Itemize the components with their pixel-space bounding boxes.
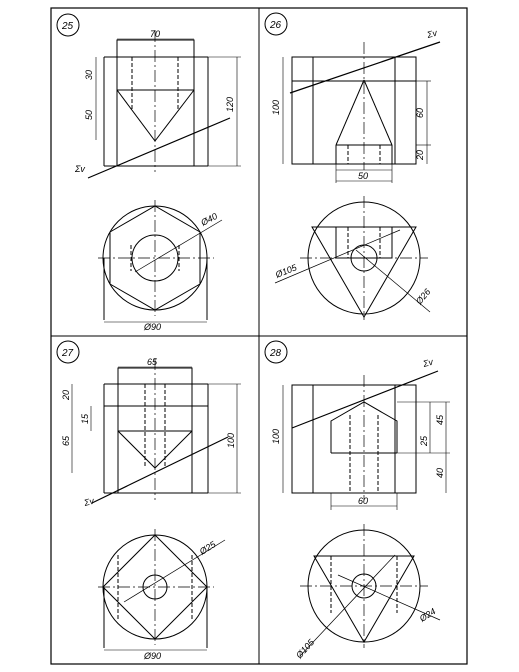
dim-step-height: 15	[80, 413, 90, 424]
front-view	[104, 30, 208, 172]
dim-total-height: 120	[225, 96, 235, 112]
dim-cone-height: 60	[415, 107, 425, 118]
dim-step-height: 25	[419, 435, 429, 446]
dim-circle-diameter: Ø25	[197, 539, 218, 557]
panel-number: 28	[270, 348, 282, 359]
top-view	[300, 524, 428, 648]
top-view	[98, 529, 214, 648]
dim-total-height: 100	[226, 432, 236, 448]
leader-line-outer	[275, 230, 400, 283]
dim-inner-diameter: Ø26	[413, 286, 433, 307]
dim-outer-diameter: Ø105	[294, 637, 317, 661]
top-view	[300, 196, 428, 320]
cutting-plane-label: Σv	[75, 164, 85, 174]
dim-total-height: 100	[271, 428, 281, 444]
panel-27	[57, 341, 241, 661]
dim-circle-diameter: Ø40	[199, 210, 219, 228]
dim-base-width: 60	[358, 496, 369, 506]
dim-outer-diameter: Ø105	[274, 262, 299, 280]
dim-inner-diameter: Ø24	[417, 606, 438, 624]
dim-total-height: 100	[271, 99, 281, 115]
dim-base-diameter: Ø90	[144, 322, 162, 332]
dim-base-diameter: Ø90	[144, 651, 162, 661]
dim-base-height: 20	[415, 149, 425, 160]
leader-line-outer	[300, 555, 395, 656]
dim-base-width: 50	[358, 171, 369, 181]
cutting-plane-line	[88, 118, 230, 178]
dimension-lines	[72, 367, 241, 493]
dim-top-width: 70	[150, 29, 161, 39]
top-view	[98, 200, 214, 320]
dimension-lines	[283, 57, 431, 170]
cutting-plane-label: Σv	[82, 495, 96, 508]
panel-26	[265, 13, 440, 320]
dim-upper-height: 45	[435, 414, 445, 425]
dim-upper-height: 30	[84, 69, 94, 80]
panel-number: 25	[62, 21, 74, 32]
front-view	[104, 358, 208, 500]
panel-number: 26	[270, 20, 282, 31]
panel-25	[57, 14, 241, 332]
dim-lower-height: 40	[435, 467, 445, 478]
panel-number: 27	[62, 348, 74, 359]
cutting-plane-label: Σv	[421, 356, 435, 369]
cutting-plane-label: Σv	[425, 27, 439, 40]
dim-top-width: 65	[147, 357, 158, 367]
front-view	[292, 42, 416, 170]
dim-middle-height: 50	[84, 109, 94, 120]
front-view	[292, 375, 416, 500]
dim-middle-height: 65	[61, 435, 71, 446]
dim-upper-height: 20	[61, 389, 71, 400]
panel-28	[265, 341, 450, 661]
dimension-lines	[96, 39, 241, 166]
